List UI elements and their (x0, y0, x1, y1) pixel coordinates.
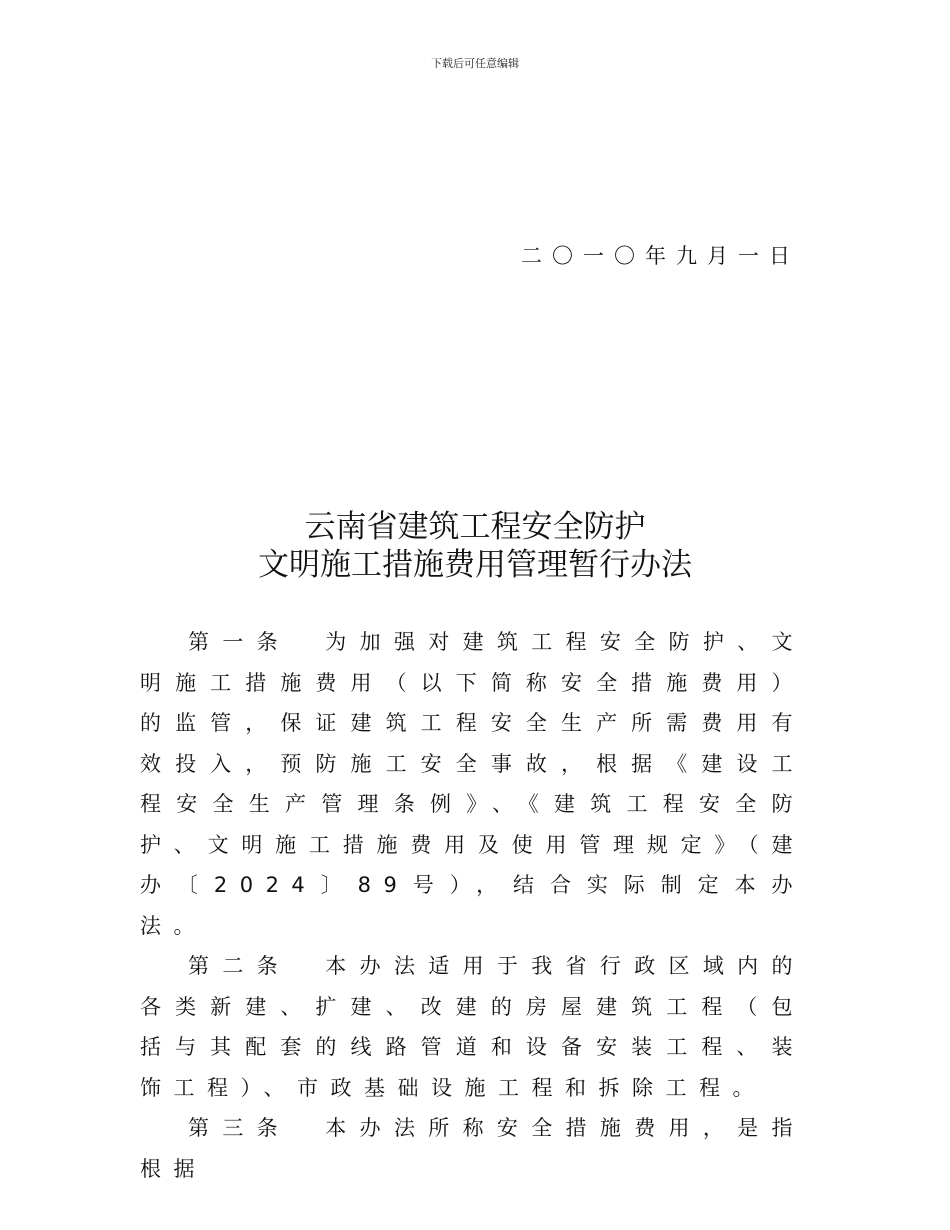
page-header-note: 下载后可任意编辑 (431, 57, 519, 70)
document-body (140, 622, 805, 1189)
document-title (0, 508, 950, 584)
title-line-2: 文明施工措施费用管理暂行办法 (258, 547, 692, 583)
article-2: 第二条 本办法适用于我省行政区域内的各类新建、扩建、改建的房屋建筑工程（包括与其配套的线路管道和设备安装工程、装饰工程）、市政基础设施工程和拆除工程。 (140, 954, 805, 1100)
title-line-1: 云南省建筑工程安全防护 (304, 509, 646, 545)
article-3: 第三条 本办法所称安全措施费用，是指根据 (140, 1116, 805, 1181)
article-1: 第一条 为加强对建筑工程安全防护、文明施工措施费用（以下简称安全措施费用）的监管，保证建筑工程安全生产所需费用有效投入，预防施工安全事故，根据《建设工程安全生产管理条例》、《建筑工程安全防护、文明施工措施费用及使用管理规定》（建办〔2024〕89号），结合实际制定本办法。 (140, 630, 805, 938)
document-date: 二〇一〇年九月一日 (521, 244, 800, 268)
